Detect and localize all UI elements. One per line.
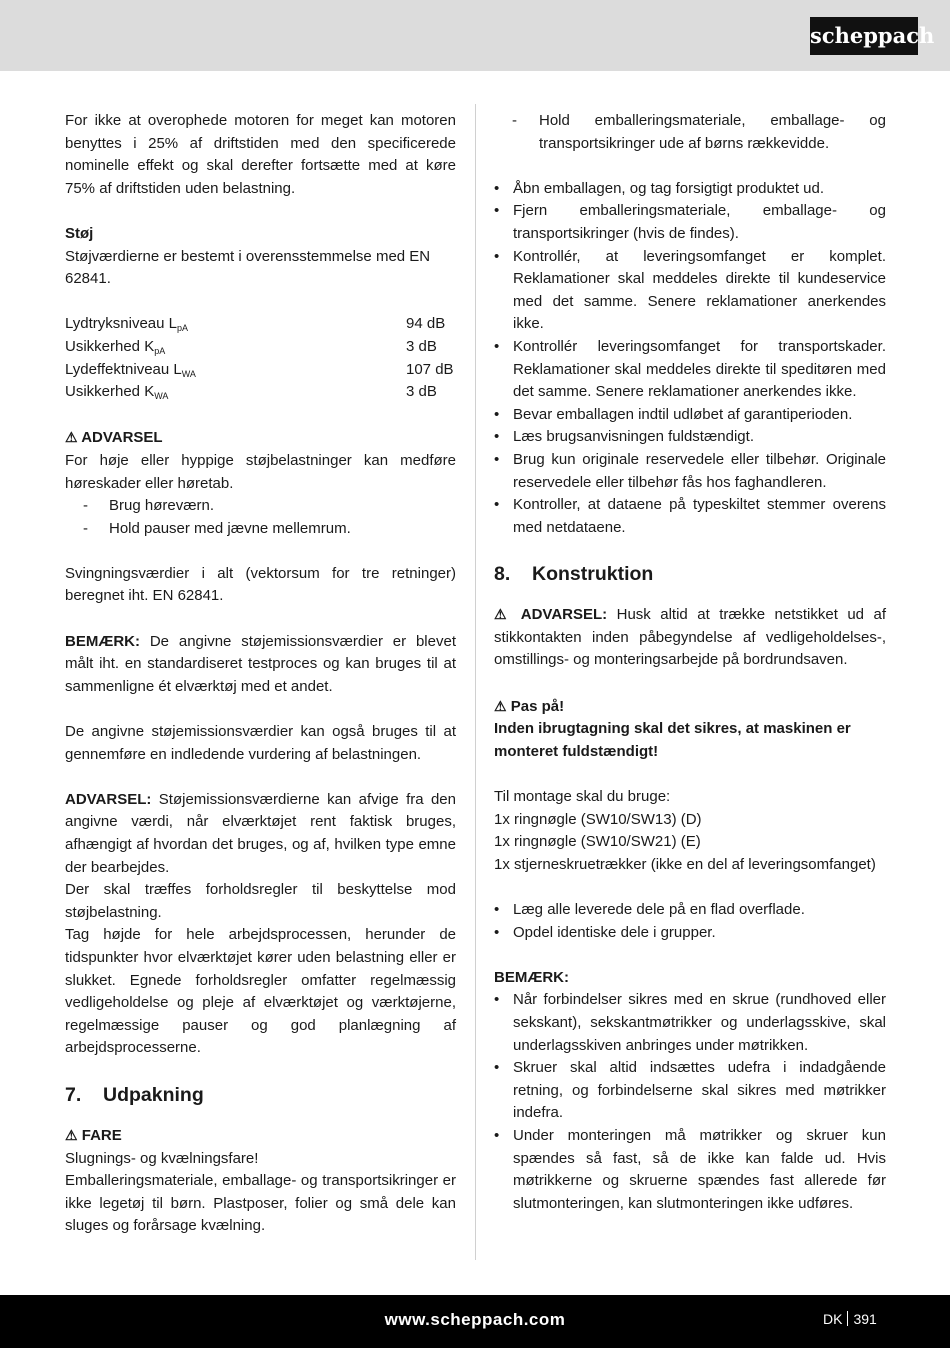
separator [847,1311,848,1326]
noise-value: 3 dB [406,337,437,355]
list-item: • Bevar emballagen indtil udløbet af garantiperioden. [494,404,886,427]
advarsel2-paragraph [65,789,456,879]
noise-sub: WA [181,368,196,379]
montage-item: 1x ringnøgle (SW10/SW21) (E) [494,833,701,851]
section-number: 7. [65,1083,82,1106]
list-item: • Kontrollér, at leveringsomfanget er komplet. Reklamationer skal meddeles direkte til kundeservice med det samme. Senere reklamationer anerkendes ikke. [494,246,886,336]
section-title: Udpakning [103,1083,204,1106]
warning-triangle-icon: ⚠ [65,1126,78,1143]
angivne-paragraph: De angivne støjemissionsværdier kan også bruges til at gennemføre en indledende vurdering af belastningen. [65,723,456,763]
list-item: • Læg alle leverede dele på en flad overflade. [494,899,886,922]
dash-item: - Hold emballeringsmateriale, emballage- og transportsikringer ude af børns rækkevidde. [494,110,886,155]
section-8-heading [494,559,886,589]
pas-label: Pas på! [510,697,565,715]
noise-row [65,336,456,359]
advarsel2-text: Støjemissionsværdierne kan afvige fra den angivne værdi, når elværktøjet rent faktisk bruges, afhængigt af hvordan det bruges, og af, hvilken type emne der bearbejdes. [65,790,456,876]
list-item: • Åbn emballagen, og tag forsigtigt produktet ud. [494,178,886,201]
section-title: Konstruktion [532,563,654,586]
stoej-text: Støjværdierne er bestemt i overensstemmelse med EN 62841. [65,247,431,288]
fare-heading-text: FARE [81,1126,122,1144]
adv-text: Husk altid at trække netstikket ud af stikkontakten inden påbegyndelse af vedligeholdelses-, omstillings- og monteringsarbejde på bordrundsaven. [494,606,886,669]
assembly-prep-list [494,899,886,944]
noise-sub: pA [154,345,166,356]
svingning-text: Svingningsværdier i alt (vektorsum for tre retninger) beregnet iht. EN 62841. [65,564,456,605]
noise-row [65,359,456,382]
dash-item-text: Brug høreværn. [109,497,215,515]
list-item: • Kontroller, at dataene på typeskiltet stemmer overens med netdataene. [494,494,886,539]
fare-line1: Slugnings- og kvælningsfare! [65,1149,259,1167]
dash-item-text: Hold pauser med jævne mellemrum. [109,519,351,537]
list-item: • Læs brugsanvisningen fuldstændigt. [494,426,886,449]
bemaerk-label: BEMÆRK: [65,632,140,650]
bemaerk-heading: BEMÆRK: [494,968,569,986]
advarsel-heading [65,426,456,450]
pas-heading [494,695,886,719]
warning-triangle-icon: ⚠ [494,606,512,623]
fare-heading [65,1124,456,1148]
list-item: • Fjern emballeringsmateriale, emballage- og transportsikringer (hvis de findes). [494,200,886,245]
footer-bar [0,1295,950,1348]
scheppach-logo: scheppach [810,17,918,55]
list-item: • Kontrollér leveringsomfanget for transportskader. Reklamationer skal meddeles direkte til speditøren med det samme. Senere reklamationer anerkendes ikke. [494,336,886,404]
noise-row [65,313,456,336]
bemaerk-paragraph [65,631,456,699]
dash-item-text: Hold emballeringsmateriale, emballage- og transportsikringer ude af børns rækkevidde. [539,112,886,152]
list-item: • Under monteringen må møtrikker og skruer kun spændes så fast, så de ikke kan falde ud. Hvis møtrikkerne og skruerne spændes fast allerede før slutmonteringen, kan slutmonteringen ikke udføres. [494,1125,886,1215]
tag-hoejde-paragraph: Tag højde for hele arbejdsprocessen, herunder de tidspunkter hvor elværktøjet kører uden belastning eller er slukket. Egnede forholdsregler omfatter regelmæssig vedligeholdelse og pleje af elværktøjet og værktøjerne, regelmæssige pauser og god planlægning af arbejdsprocesserne. [65,926,456,1057]
noise-label: Lydtryksniveau L [65,315,178,333]
warning-triangle-icon: ⚠ [65,429,78,446]
stoej-heading: Støj [65,224,94,242]
adv-paragraph [494,603,886,672]
advarsel-text: For høje eller hyppige støjbelastninger kan medføre høreskader eller høretab. [65,451,456,492]
page-number-value: 391 [853,1311,877,1327]
intro-paragraph: For ikke at overophede motoren for meget kan motoren benyttes i 25% af driftstiden med den specificerede nominelle effekt og skal derefter fortsætte med at køre 75% af driftstiden uden belastning. [65,112,456,197]
noise-value: 3 dB [406,383,437,401]
list-item: • Brug kun originale reservedele eller tilbehør. Originale reservedele eller tilbehør fås hos faghandleren. [494,449,886,494]
list-item: • Skruer skal altid indsættes udefra i indadgående retning, og forbindelserne skal sikres med møtrikker indefra. [494,1057,886,1125]
montage-item: 1x stjerneskruetrækker (ikke en del af leveringsomfanget) [494,855,876,873]
adv-label: ADVARSEL: [520,606,608,624]
noise-values-table [65,313,456,403]
dash-item: - Brug høreværn. [65,495,456,518]
list-item: • Når forbindelser sikres med en skrue (rundhoved eller sekskant), sekskantmøtrikker og underlagsskive, skal underlagsskiven anbringes under møtrikken. [494,989,886,1057]
noise-row [65,381,456,404]
advarsel2-label: ADVARSEL: [65,790,152,808]
bemaerk-list [494,989,886,1215]
montage-intro: Til montage skal du bruge: [494,788,671,806]
noise-value: 107 dB [406,360,454,378]
noise-sub: WA [154,391,169,402]
website-url: www.scheppach.com [384,1310,566,1329]
dash-item: - Hold pauser med jævne mellemrum. [65,518,456,541]
noise-label: Usikkerhed K [65,337,155,355]
right-column [494,110,886,1215]
left-column [65,110,456,1238]
language-code: DK [823,1311,843,1327]
section-number: 8. [494,563,511,586]
unpacking-list [494,178,886,540]
list-item: • Opdel identiske dele i grupper. [494,922,886,945]
section-7-heading [65,1080,456,1110]
forholds-paragraph: Der skal træffes forholdsregler til beskyttelse mod støjbelastning. [65,881,456,921]
warning-triangle-icon: ⚠ [494,697,507,714]
header-bar [0,0,950,71]
column-divider [475,104,476,1260]
montage-item: 1x ringnøgle (SW10/SW13) (D) [494,810,702,828]
pas-text: Inden ibrugtagning skal det sikres, at maskinen er monteret fuldstændigt! [494,720,851,760]
noise-label: Usikkerhed K [65,383,155,401]
page-number [823,1311,877,1327]
advarsel-heading-text: ADVARSEL [81,429,163,447]
noise-sub: pA [177,323,189,334]
bemaerk-text: De angivne støjemissionsværdier er blevet målt iht. en standardiseret testproces og kan bruges til at sammenligne ét elværktøj med et andet. [65,632,456,695]
noise-label: Lydeffektniveau L [65,360,182,378]
noise-value: 94 dB [406,315,446,333]
fare-line2: Emballeringsmateriale, emballage- og transportsikringer er ikke legetøj til børn. Plastposer, folier og små dele kan sluges og forårsage kvælning. [65,1172,456,1235]
